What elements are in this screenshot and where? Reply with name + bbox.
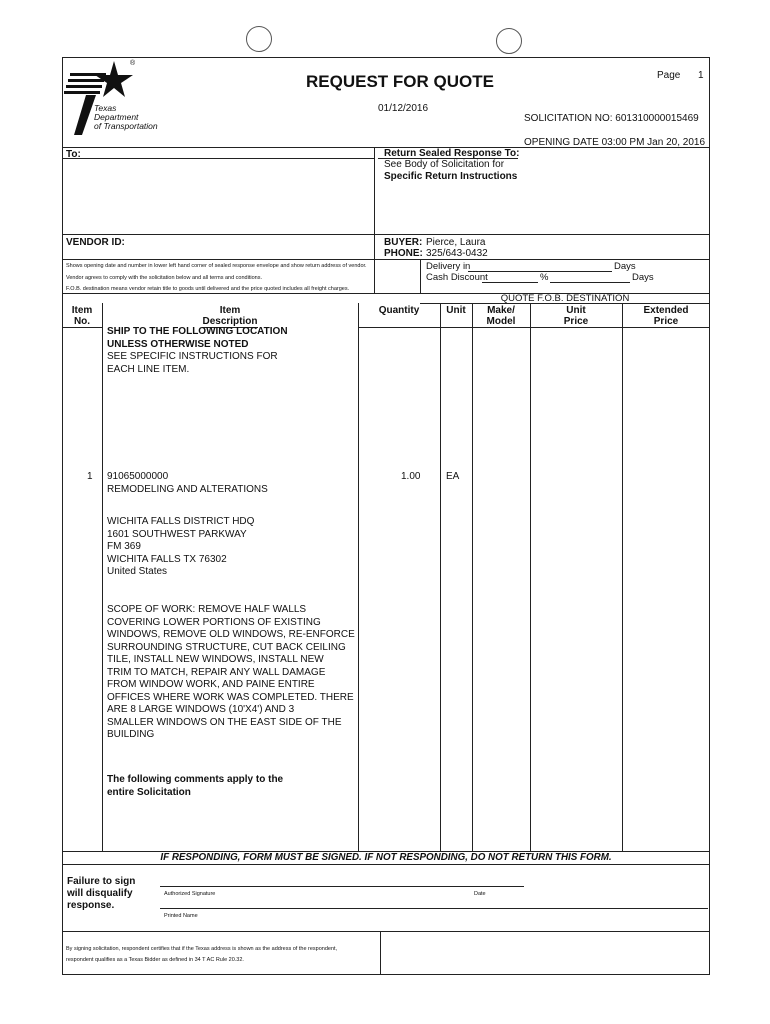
vendor-address-field[interactable]	[64, 162, 369, 232]
punch-hole-right	[496, 28, 522, 54]
vendor-rule	[62, 234, 710, 235]
vendor-id-field[interactable]	[140, 236, 365, 252]
note-3: F.O.B. destination means vendor retain title to goods until delivered and the price quoted includes all freight charges.	[66, 286, 350, 292]
note-2: Vendor agrees to comply with the solicitation below and all terms and conditions.	[66, 275, 262, 281]
ship-to-instructions: SHIP TO THE FOLLOWING LOCATION UNLESS OTHERWISE NOTED SEE SPECIFIC INSTRUCTIONS FOR EACH LINE ITEM.	[107, 326, 288, 375]
make-model-field[interactable]	[474, 468, 528, 484]
certification-line-1: By signing solicitation, respondent certifies that if the Texas address is shown as the address of the respondent,	[66, 946, 338, 952]
cert-divider	[380, 931, 381, 975]
col-unit-price: Unit Price	[563, 305, 589, 327]
header-bottom-rule-1	[62, 327, 102, 328]
line-item-quantity: 1.00	[401, 471, 421, 482]
vendor-id-label: VENDOR ID:	[66, 237, 125, 248]
col-divider-4	[472, 303, 473, 851]
col-item-description: Item Description	[202, 305, 258, 327]
line-item-unit: EA	[446, 471, 460, 482]
cash-discount-label: Cash Discount	[426, 272, 488, 283]
return-line-2: Specific Return Instructions	[384, 171, 518, 182]
delivery-days-field[interactable]	[468, 261, 612, 272]
col-item-no: Item No.	[71, 305, 93, 327]
return-line-1: See Body of Solicitation for	[384, 159, 505, 170]
form-title: REQUEST FOR QUOTE	[306, 72, 494, 91]
opening-date: OPENING DATE 03:00 PM Jan 20, 2016	[524, 137, 706, 148]
col-divider-1	[102, 303, 103, 851]
scope-line: ARE 8 LARGE WINDOWS (10'X4') AND 3	[107, 704, 295, 715]
line-item-name: REMODELING AND ALTERATIONS	[107, 483, 268, 495]
delivery-divider	[420, 259, 421, 293]
col-unit: Unit	[446, 305, 466, 316]
notes-rule	[62, 259, 710, 260]
line-item-code: 91065000000	[107, 471, 169, 482]
solicitation-comments: The following comments apply to the entire Solicitation	[107, 774, 284, 798]
cash-discount-days-field[interactable]	[550, 272, 630, 283]
quote-fob-destination: QUOTE F.O.B. DESTINATION	[500, 293, 630, 304]
note-1: Shows opening date and number in lower left hand corner of sealed response envelope and show return address of vendor.	[66, 263, 367, 269]
scope-line: TILE, INSTALL NEW WINDOWS, INSTALL NEW	[107, 654, 324, 665]
delivery-days-label: Days	[614, 261, 636, 272]
col-divider-2	[358, 303, 359, 851]
scope-line: TRIM TO MATCH, REPAIR ANY WALL DAMAGE	[107, 666, 326, 678]
cert-rule	[62, 931, 710, 932]
sign-notice: IF RESPONDING, FORM MUST BE SIGNED. IF NOT RESPONDING, DO NOT RETURN THIS FORM.	[160, 852, 612, 863]
scope-line: SCOPE OF WORK: REMOVE HALF WALLS	[107, 604, 307, 615]
scope-of-work	[107, 604, 357, 742]
cash-discount-days-label: Days	[632, 272, 654, 283]
to-underline	[62, 158, 374, 159]
delivery-label: Delivery in	[426, 261, 471, 272]
line-item-number: 1	[87, 471, 93, 482]
unit-price-field[interactable]	[532, 468, 620, 484]
printed-name-field[interactable]	[160, 896, 708, 908]
signature-field[interactable]	[160, 872, 524, 886]
scope-line: COVERING LOWER PORTIONS OF EXISTING	[107, 616, 321, 628]
form-date: 01/12/2016	[378, 103, 429, 114]
col-divider-6	[622, 303, 623, 851]
printed-name-label: Printed Name	[164, 913, 198, 919]
to-return-divider	[374, 147, 375, 293]
col-divider-5	[530, 303, 531, 851]
buyer-name: Pierce, Laura	[426, 237, 486, 248]
page-label: Page	[657, 70, 681, 81]
to-label: To:	[66, 149, 81, 160]
solicitation-number: SOLICITATION NO: 601310000015469	[524, 113, 699, 124]
buyer-label: BUYER:	[384, 237, 423, 248]
authorized-signature-label: Authorized Signature	[164, 891, 216, 897]
date-label: Date	[474, 891, 486, 897]
return-heading: Return Sealed Response To:	[384, 148, 520, 159]
phone-label: PHONE:	[384, 248, 423, 259]
certification-line-2: respondent qualifies as a Texas Bidder as defined in 34 T AC Rule 20.32.	[66, 957, 244, 963]
failure-to-sign-warning: Failure to sign will disqualify response.	[67, 876, 136, 911]
col-extended-price: Extended Price	[643, 305, 689, 327]
col-make-model: Make/ Model	[486, 305, 516, 327]
buyer-phone: 325/643-0432	[426, 248, 488, 259]
scope-line: WINDOWS, REMOVE OLD WINDOWS, RE-ENFORCE	[107, 629, 355, 640]
signature-line	[160, 886, 524, 887]
delivery-address: WICHITA FALLS DISTRICT HDQ 1601 SOUTHWEST PARKWAY FM 369 WICHITA FALLS TX 76302 United States	[107, 516, 255, 577]
line-item-description	[107, 471, 357, 496]
scope-line: SURROUNDING STRUCTURE, CUT BACK CEILING	[107, 641, 346, 653]
scope-line: OFFICES WHERE WORK WAS COMPLETED. THERE	[107, 691, 354, 703]
logo-line-2: Department	[94, 112, 139, 122]
logo-line-3: of Transportation	[94, 121, 158, 131]
notice-rule	[62, 864, 710, 865]
scope-line: FROM WINDOW WORK, AND PAINE ENTIRE	[107, 679, 315, 690]
punch-hole-left	[246, 26, 272, 52]
header-bottom-rule-2	[358, 327, 710, 328]
fob-rule	[420, 303, 710, 304]
scope-line: BUILDING	[107, 729, 155, 740]
page-number: 1	[698, 70, 704, 81]
extended-price-field[interactable]	[624, 468, 708, 484]
cash-discount-percent-field[interactable]	[482, 272, 538, 283]
percent-sign: %	[540, 272, 549, 283]
col-quantity: Quantity	[378, 305, 420, 316]
scope-line: SMALLER WINDOWS ON THE EAST SIDE OF THE	[107, 716, 342, 728]
printed-name-line	[160, 908, 708, 909]
registered-mark: ®	[130, 60, 136, 67]
col-divider-3	[440, 303, 441, 851]
logo-line-1: Texas	[94, 103, 117, 113]
